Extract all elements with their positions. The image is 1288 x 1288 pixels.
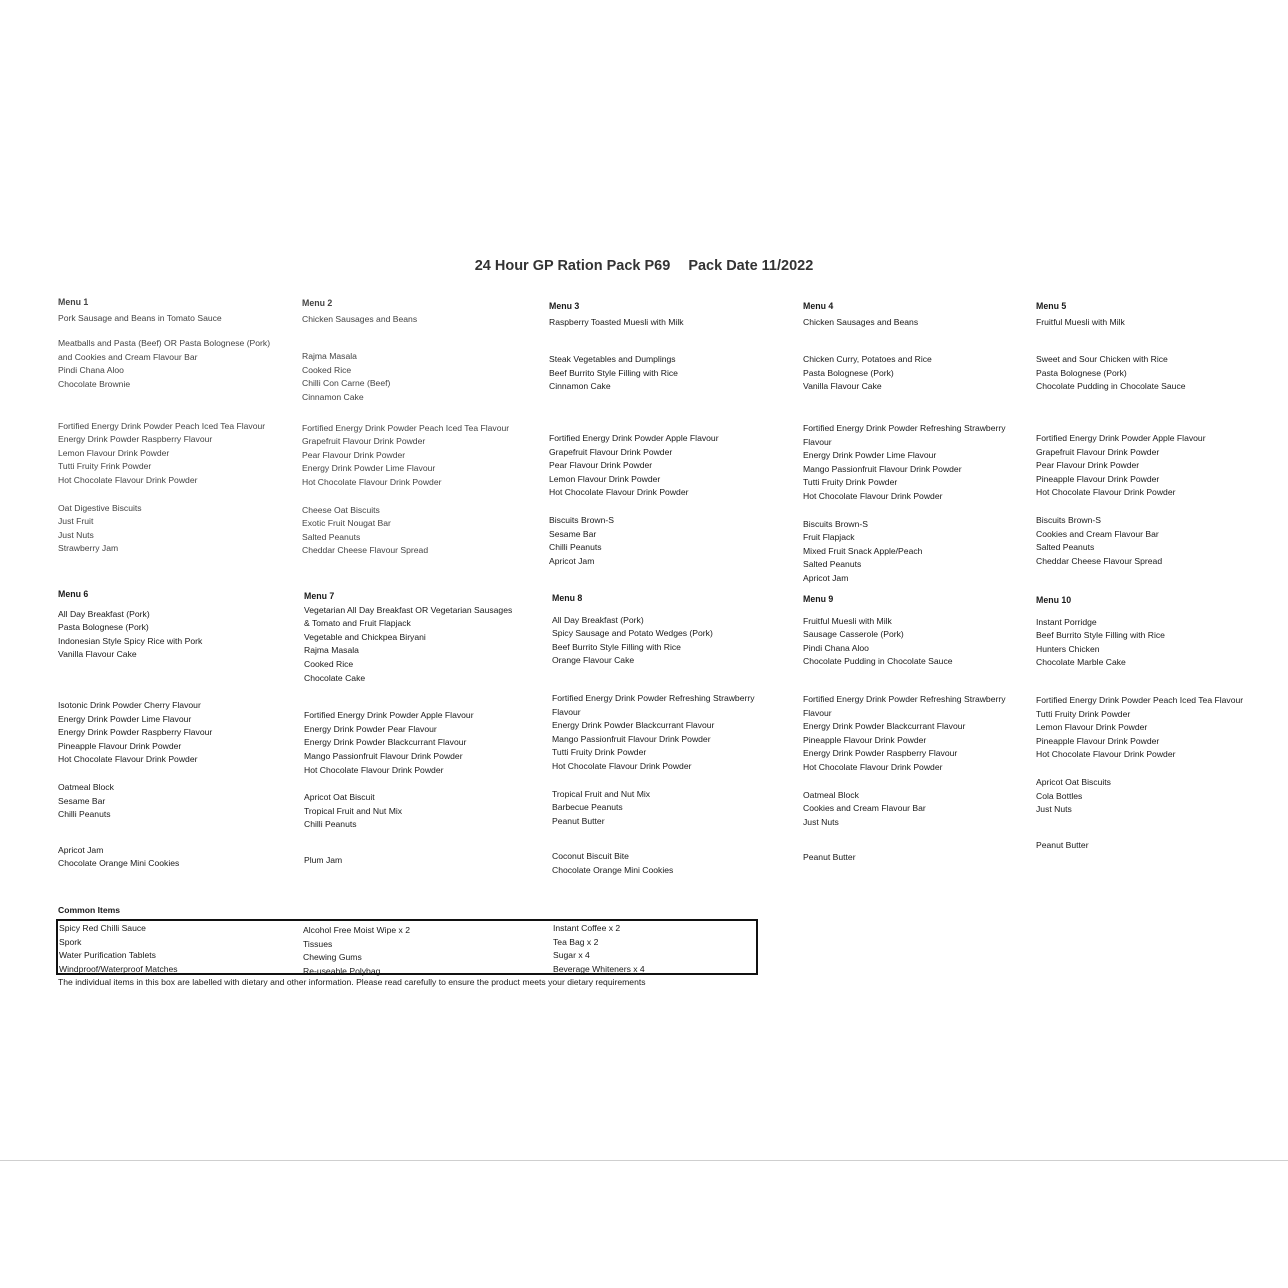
menu-block-7 xyxy=(304,590,519,868)
menu-item-group xyxy=(549,316,764,330)
menu-item-group xyxy=(304,791,519,832)
menu-item: Pineapple Flavour Drink Powder xyxy=(803,734,927,745)
menu-item: Energy Drink Powder Raspberry Flavour xyxy=(58,727,213,738)
common-item: Spicy Red Chilli Sauce xyxy=(59,923,146,933)
menu-item-group xyxy=(302,422,517,490)
menu-item: Apricot Oat Biscuits xyxy=(1036,776,1111,787)
menu-item: Vegetable and Chickpea Biryani xyxy=(304,631,426,642)
menu-item: Apricot Jam xyxy=(58,844,104,855)
menu-item: Barbecue Peanuts xyxy=(552,802,623,813)
menu-item: Sesame Bar xyxy=(58,795,106,806)
menu-item: Rajma Masala xyxy=(304,645,359,656)
menu-item: Oatmeal Block xyxy=(803,789,859,800)
menu-item: Cooked Rice xyxy=(302,364,352,375)
menu-item: Apricot Oat Biscuit xyxy=(304,792,375,803)
menu-item: Beef Burrito Style Filling with Rice xyxy=(1036,630,1165,641)
pack-title: 24 Hour GP Ration Pack P69 xyxy=(474,258,671,274)
common-item: Spork xyxy=(59,936,82,947)
menu-heading: Menu 7 xyxy=(304,591,335,601)
menu-item-group xyxy=(549,514,764,568)
menu-item: Biscuits Brown-S xyxy=(803,518,868,529)
menu-item-group xyxy=(58,337,273,391)
menu-item: Fruitful Muesli with Milk xyxy=(1036,316,1125,327)
menu-item: Salted Peanuts xyxy=(302,531,361,542)
menu-item: Grapefruit Flavour Drink Powder xyxy=(1036,446,1160,457)
menu-heading: Menu 6 xyxy=(58,589,89,599)
menu-item-group xyxy=(58,781,273,822)
menu-item: Spicy Sausage and Potato Wedges (Pork) xyxy=(552,628,713,639)
common-items-label: Common Items xyxy=(58,905,121,915)
menu-item: Instant Porridge xyxy=(1036,616,1097,627)
menu-item: Pear Flavour Drink Powder xyxy=(549,460,653,471)
menu-item: Chicken Curry, Potatoes and Rice xyxy=(803,354,932,365)
common-item: Chewing Gums xyxy=(303,952,362,963)
menu-item: Oatmeal Block xyxy=(58,781,114,792)
menu-item-group xyxy=(58,502,273,556)
menu-item: Hot Chocolate Flavour Drink Powder xyxy=(304,764,444,775)
menu-item: Chocolate Pudding in Chocolate Sauce xyxy=(803,656,953,667)
menu-block-9 xyxy=(803,593,1018,865)
menu-heading: Menu 8 xyxy=(552,593,583,603)
menu-heading: Menu 1 xyxy=(58,297,89,307)
menu-item: Cookies and Cream Flavour Bar xyxy=(1036,528,1159,539)
menu-item: Indonesian Style Spicy Rice with Pork xyxy=(58,635,203,646)
menu-item-group xyxy=(302,313,517,327)
menu-item: Steak Vegetables and Dumplings xyxy=(549,354,676,365)
menu-item-group xyxy=(1036,839,1251,853)
menu-heading: Menu 9 xyxy=(803,594,834,604)
menu-item: Salted Peanuts xyxy=(803,559,862,570)
menu-item: Strawberry Jam xyxy=(58,543,119,554)
menu-item: Sweet and Sour Chicken with Rice xyxy=(1036,354,1168,365)
menu-item-group xyxy=(58,699,273,767)
menu-item: Energy Drink Powder Raspberry Flavour xyxy=(58,434,213,445)
bottom-divider xyxy=(0,1160,1288,1161)
menu-item: Just Nuts xyxy=(803,816,839,827)
menu-block-4 xyxy=(803,300,1018,586)
menu-item: Cookies and Cream Flavour Bar xyxy=(803,803,926,814)
common-item: Windproof/Waterproof Matches xyxy=(59,963,178,974)
menu-item: Energy Drink Powder Lime Flavour xyxy=(803,450,937,461)
menu-block-6 xyxy=(58,588,273,871)
menu-heading: Menu 3 xyxy=(549,301,580,311)
menu-heading: Menu 5 xyxy=(1036,301,1067,311)
menu-item: Energy Drink Powder Blackcurrant Flavour xyxy=(552,720,715,731)
menu-item-group xyxy=(302,504,517,558)
menu-item: Chocolate Pudding in Chocolate Sauce xyxy=(1036,381,1186,392)
menu-item: Pork Sausage and Beans in Tomato Sauce xyxy=(58,312,222,323)
menu-item: Fortified Energy Drink Powder Refreshing Strawberry Flavour xyxy=(803,422,1006,447)
common-item: Re-useable Polybag xyxy=(303,965,381,976)
menu-item: Chocolate Marble Cake xyxy=(1036,657,1126,668)
menu-item: Fortified Energy Drink Powder Refreshing Strawberry Flavour xyxy=(552,692,755,717)
menu-item: Apricot Jam xyxy=(803,572,849,583)
menu-item: Tropical Fruit and Nut Mix xyxy=(304,805,403,816)
menu-item: Sesame Bar xyxy=(549,528,597,539)
common-column-1 xyxy=(59,922,178,976)
menu-item: Vanilla Flavour Cake xyxy=(58,649,137,660)
common-item: Tea Bag x 2 xyxy=(553,936,599,947)
menu-item: Hot Chocolate Flavour Drink Powder xyxy=(803,761,943,772)
menu-heading: Menu 2 xyxy=(302,298,333,308)
menu-item-group xyxy=(1036,694,1251,762)
menu-item: Cheddar Cheese Flavour Spread xyxy=(302,545,429,556)
menu-block-5 xyxy=(1036,300,1251,568)
menu-block-3 xyxy=(549,300,764,568)
menu-item: Cinnamon Cake xyxy=(549,381,611,392)
menu-item: Hot Chocolate Flavour Drink Powder xyxy=(58,474,198,485)
menu-item-group xyxy=(803,422,1018,504)
menu-item-group xyxy=(552,788,767,829)
menu-block-8 xyxy=(552,592,767,878)
menu-item: Grapefruit Flavour Drink Powder xyxy=(302,436,426,447)
menu-item: Pineapple Flavour Drink Powder xyxy=(58,740,182,751)
menu-item: Biscuits Brown-S xyxy=(1036,514,1101,525)
menu-item: Fortified Energy Drink Powder Refreshing Strawberry Flavour xyxy=(803,693,1006,718)
menu-item-group xyxy=(1036,616,1251,670)
menu-item: Fortified Energy Drink Powder Peach Iced Tea Flavour xyxy=(1036,694,1244,705)
menu-item-group xyxy=(549,353,764,394)
disclaimer-text: The individual items in this box are labelled with dietary and other information. Please read carefully to ensure the product meets your dietary requirements xyxy=(58,977,646,987)
menu-item: Fortified Energy Drink Powder Apple Flavour xyxy=(1036,432,1206,443)
menu-item: Tutti Fruity Drink Powder xyxy=(552,747,647,758)
menu-item: Vanilla Flavour Cake xyxy=(803,381,882,392)
menu-item: Fortified Energy Drink Powder Apple Flavour xyxy=(304,710,474,721)
menu-item: Sausage Casserole (Pork) xyxy=(803,629,904,640)
menu-item-group xyxy=(1036,316,1251,330)
menu-item: Chilli Peanuts xyxy=(58,809,111,820)
menu-item: Hot Chocolate Flavour Drink Powder xyxy=(552,760,692,771)
menu-item: Fruit Flapjack xyxy=(803,532,855,543)
menu-item: Hot Chocolate Flavour Drink Powder xyxy=(803,490,943,501)
menu-item: Hot Chocolate Flavour Drink Powder xyxy=(549,487,689,498)
menu-item: Tutti Fruity Drink Powder xyxy=(1036,708,1131,719)
menu-item: Pindi Chana Aloo xyxy=(803,642,869,653)
menu-item: Beef Burrito Style Filling with Rice xyxy=(549,367,678,378)
common-item: Alcohol Free Moist Wipe x 2 xyxy=(303,925,410,935)
menu-item: Hot Chocolate Flavour Drink Powder xyxy=(1036,487,1176,498)
common-item: Beverage Whiteners x 4 xyxy=(553,963,645,974)
menu-item-group xyxy=(304,854,519,868)
menu-item: Pear Flavour Drink Powder xyxy=(1036,460,1140,471)
menu-item: Tropical Fruit and Nut Mix xyxy=(552,788,651,799)
menu-item-group xyxy=(803,693,1018,775)
menu-item: All Day Breakfast (Pork) xyxy=(552,614,644,625)
menu-item: Just Fruit xyxy=(58,516,94,527)
common-column-2 xyxy=(303,924,410,978)
menu-item: Hot Chocolate Flavour Drink Powder xyxy=(302,476,442,487)
menu-item-group xyxy=(304,709,519,777)
menu-item: Pineapple Flavour Drink Powder xyxy=(1036,473,1160,484)
menu-heading: Menu 10 xyxy=(1036,595,1072,605)
menu-item: Orange Flavour Cake xyxy=(552,655,635,666)
menu-item-group xyxy=(552,692,767,774)
menu-item-group xyxy=(803,353,1018,394)
menu-item: Isotonic Drink Powder Cherry Flavour xyxy=(58,699,201,710)
menu-item: Peanut Butter xyxy=(1036,839,1089,850)
menu-item-group xyxy=(552,614,767,668)
menu-item: Fruitful Muesli with Milk xyxy=(803,615,892,626)
common-item: Tissues xyxy=(303,938,333,949)
menu-item: Lemon Flavour Drink Powder xyxy=(1036,722,1148,733)
menu-item: All Day Breakfast (Pork) xyxy=(58,608,150,619)
pack-date: Pack Date 11/2022 xyxy=(688,258,814,274)
menu-item: Plum Jam xyxy=(304,854,343,865)
menu-item: Exotic Fruit Nougat Bar xyxy=(302,518,391,529)
menu-item: Coconut Biscuit Bite xyxy=(552,851,629,862)
menu-item: Cinnamon Cake xyxy=(302,391,364,402)
menu-item: Pindi Chana Aloo xyxy=(58,365,124,376)
common-item: Sugar x 4 xyxy=(553,950,590,961)
menu-item-group xyxy=(1036,353,1251,394)
menu-item: Cheese Oat Biscuits xyxy=(302,504,380,515)
menu-item: Fortified Energy Drink Powder Peach Iced Tea Flavour xyxy=(58,420,266,431)
menu-item-group xyxy=(803,851,1018,865)
menu-item: Salted Peanuts xyxy=(1036,542,1095,553)
menu-item: Cola Bottles xyxy=(1036,790,1083,801)
menu-item: Energy Drink Powder Blackcurrant Flavour xyxy=(803,721,966,732)
menu-item: Mango Passionfruit Flavour Drink Powder xyxy=(552,733,711,744)
menu-item: Oat Digestive Biscuits xyxy=(58,502,142,513)
menu-item: Chicken Sausages and Beans xyxy=(803,316,919,327)
menu-item-group xyxy=(803,615,1018,669)
menu-item: Chilli Peanuts xyxy=(549,542,602,553)
menu-item: Pasta Bolognese (Pork) xyxy=(1036,367,1127,378)
menu-item-group xyxy=(549,432,764,500)
menu-item-group xyxy=(1036,776,1251,817)
menu-item: Energy Drink Powder Raspberry Flavour xyxy=(803,748,958,759)
menu-item: Beef Burrito Style Filling with Rice xyxy=(552,641,681,652)
menu-heading: Menu 4 xyxy=(803,301,834,311)
menu-item: Pasta Bolognese (Pork) xyxy=(58,622,149,633)
menu-block-10 xyxy=(1036,594,1251,852)
menu-item-group xyxy=(803,518,1018,586)
menu-item: Chocolate Cake xyxy=(304,672,366,683)
menu-item: Vegetarian All Day Breakfast OR Vegetarian Sausages & Tomato and Fruit Flapjack xyxy=(304,604,513,629)
menu-item: Energy Drink Powder Pear Flavour xyxy=(304,723,437,734)
menu-item-group xyxy=(58,312,273,326)
menu-item: Tutti Fruity Frink Powder xyxy=(58,461,152,472)
menu-item: Lemon Flavour Drink Powder xyxy=(58,447,170,458)
menu-item: Peanut Butter xyxy=(552,815,605,826)
menu-item: Energy Drink Powder Blackcurrant Flavour xyxy=(304,737,467,748)
menu-item: Hunters Chicken xyxy=(1036,643,1100,654)
menu-item: Mango Passionfruit Flavour Drink Powder xyxy=(304,750,463,761)
menu-item: Rajma Masala xyxy=(302,351,357,362)
common-item: Water Purification Tablets xyxy=(59,950,156,961)
menu-item: Biscuits Brown-S xyxy=(549,514,614,525)
menu-item: Chocolate Brownie xyxy=(58,378,131,389)
common-items-box xyxy=(56,919,758,975)
menu-item: Chilli Con Carne (Beef) xyxy=(302,378,391,389)
menu-item-group xyxy=(1036,514,1251,568)
menu-block-1 xyxy=(58,296,273,556)
menu-item-group xyxy=(304,604,519,686)
menu-item: Pasta Bolognese (Pork) xyxy=(803,367,894,378)
menu-item: Pineapple Flavour Drink Powder xyxy=(1036,735,1160,746)
menu-item-group xyxy=(803,316,1018,330)
menu-item-group xyxy=(552,850,767,877)
menu-item: Chilli Peanuts xyxy=(304,819,357,830)
common-column-3 xyxy=(553,922,645,976)
menu-item: Chicken Sausages and Beans xyxy=(302,313,418,324)
menu-item: Raspberry Toasted Muesli with Milk xyxy=(549,316,684,327)
menu-item: Hot Chocolate Flavour Drink Powder xyxy=(58,754,198,765)
menu-item: Fortified Energy Drink Powder Peach Iced Tea Flavour xyxy=(302,422,510,433)
menu-item: Cheddar Cheese Flavour Spread xyxy=(1036,555,1163,566)
menu-item: Grapefruit Flavour Drink Powder xyxy=(549,446,673,457)
menu-item: Mixed Fruit Snack Apple/Peach xyxy=(803,545,923,556)
menu-item-group xyxy=(58,420,273,488)
menu-item-group xyxy=(58,844,273,871)
menu-item: Apricot Jam xyxy=(549,555,595,566)
menu-item: Fortified Energy Drink Powder Apple Flavour xyxy=(549,432,719,443)
menu-item: Cooked Rice xyxy=(304,658,354,669)
menu-item: Pear Flavour Drink Powder xyxy=(302,449,406,460)
menu-item: Peanut Butter xyxy=(803,852,856,863)
menu-item: Chocolate Orange Mini Cookies xyxy=(552,864,674,875)
menu-item: Just Nuts xyxy=(1036,804,1072,815)
menu-item-group xyxy=(302,350,517,404)
menu-item: Tutti Fruity Drink Powder xyxy=(803,477,898,488)
menu-item: Lemon Flavour Drink Powder xyxy=(549,473,661,484)
common-item: Instant Coffee x 2 xyxy=(553,923,621,933)
menu-item: Chocolate Orange Mini Cookies xyxy=(58,858,180,869)
menu-block-2 xyxy=(302,297,517,558)
menu-item-group xyxy=(58,608,273,662)
menu-item: Energy Drink Powder Lime Flavour xyxy=(302,463,436,474)
menu-item-group xyxy=(1036,432,1251,500)
menu-item: Meatballs and Pasta (Beef) OR Pasta Bolognese (Pork) and Cookies and Cream Flavour Bar xyxy=(58,338,271,362)
menu-item: Just Nuts xyxy=(58,529,94,540)
menu-item-group xyxy=(803,789,1018,830)
menu-item: Mango Passionfruit Flavour Drink Powder xyxy=(803,463,962,474)
menu-item: Hot Chocolate Flavour Drink Powder xyxy=(1036,749,1176,760)
menu-item: Energy Drink Powder Lime Flavour xyxy=(58,713,192,724)
page-title xyxy=(0,258,1288,274)
